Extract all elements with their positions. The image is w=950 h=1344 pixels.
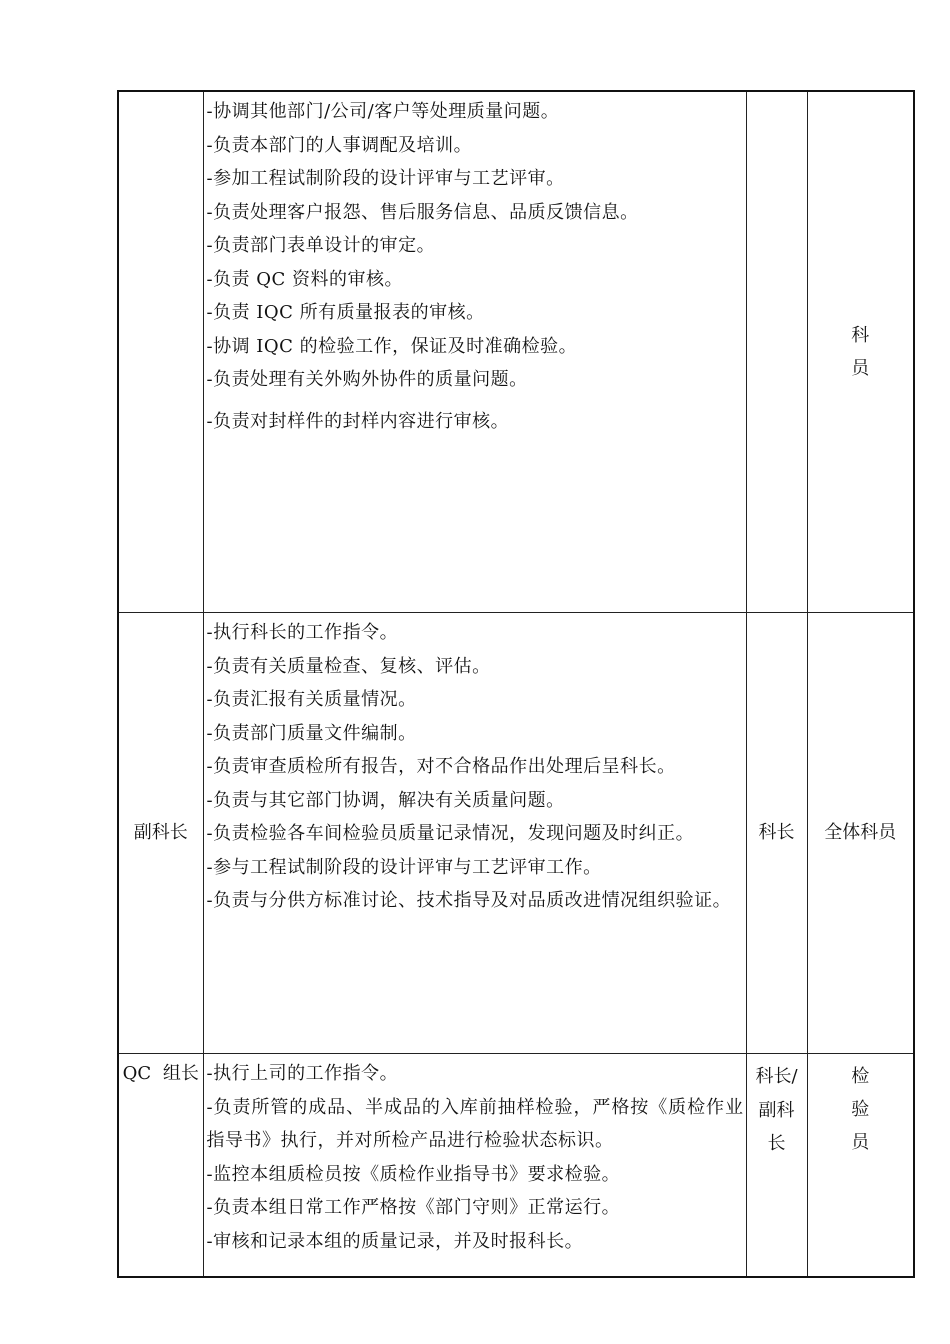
duty-item: -负责与其它部门协调，解决有关质量问题。	[206, 789, 565, 811]
superior-cell	[746, 91, 807, 613]
duty-item: -执行上司的工作指令。	[206, 1063, 399, 1084]
duty-table	[117, 90, 915, 1278]
duty-item: -负责有关质量检查、复核、评估。	[206, 655, 491, 677]
duty-item: -负责 IQC 所有质量报表的审核。	[206, 302, 485, 323]
duty-item: -负责所管的成品、半成品的入库前抽样检验，严格按《质检作业指导书》执行，并对所检产品进行检验状态标识。	[206, 1096, 744, 1151]
table-row	[118, 91, 914, 613]
duty-item: -负责处理有关外购外协件的质量问题。	[206, 369, 528, 390]
position-title: 副科长	[133, 822, 188, 843]
superior-cell	[746, 1054, 807, 1278]
duty-item: -负责 QC 资料的审核。	[206, 268, 404, 290]
position-cell	[118, 1054, 203, 1278]
duty-item: -执行科长的工作指令。	[206, 622, 399, 643]
superior-text: 科长/副科长	[755, 1066, 798, 1154]
duty-item: -参加工程试制阶段的设计评审与工艺评审。	[206, 168, 565, 189]
duty-item: -负责审查质检所有报告，对不合格品作出处理后呈科长。	[206, 756, 676, 777]
duty-item: -负责部门表单设计的审定。	[206, 235, 436, 256]
duty-item: -负责与分供方标准讨论、技术指导及对品质改进情况组织验证。	[206, 890, 732, 911]
table-row	[118, 1054, 914, 1278]
subordinate-cell	[807, 1054, 914, 1278]
position-cell	[118, 613, 203, 1054]
duty-item: -负责处理客户报怨、售后服务信息、品质反馈信息。	[206, 201, 639, 223]
duty-item: -协调其他部门/公司/客户等处理质量问题。	[206, 101, 560, 122]
duty-item: -参与工程试制阶段的设计评审与工艺评审工作。	[206, 856, 602, 878]
subordinate-cell	[807, 613, 914, 1054]
duty-item: -协调 IQC 的检验工作，保证及时准确检验。	[206, 335, 578, 357]
duty-item: -负责部门质量文件编制。	[206, 722, 417, 744]
table-row	[118, 613, 914, 1054]
duty-item: -负责汇报有关质量情况。	[206, 689, 417, 710]
position-title: QC 组长	[122, 1063, 199, 1084]
duty-item: -负责本组日常工作严格按《部门守则》正常运行。	[206, 1197, 621, 1218]
superior-text: 科长	[758, 822, 795, 843]
subordinate-text: 全体科员	[824, 822, 897, 843]
duties-cell	[203, 1054, 746, 1278]
subordinate-text: 科员	[851, 325, 870, 379]
duty-item: -负责本部门的人事调配及培训。	[206, 134, 473, 156]
duty-item: -负责检验各车间检验员质量记录情况，发现问题及时纠正。	[206, 823, 695, 844]
superior-cell	[746, 613, 807, 1054]
duty-item: -监控本组质检员按《质检作业指导书》要求检验。	[206, 1163, 621, 1185]
subordinate-cell	[807, 91, 914, 613]
subordinate-text: 检验员	[851, 1066, 870, 1153]
duties-cell	[203, 91, 746, 613]
duty-item: -审核和记录本组的质量记录，并及时报科长。	[206, 1230, 584, 1252]
duty-item: -负责对封样件的封样内容进行审核。	[206, 410, 510, 432]
duties-cell	[203, 613, 746, 1054]
position-cell	[118, 91, 203, 613]
